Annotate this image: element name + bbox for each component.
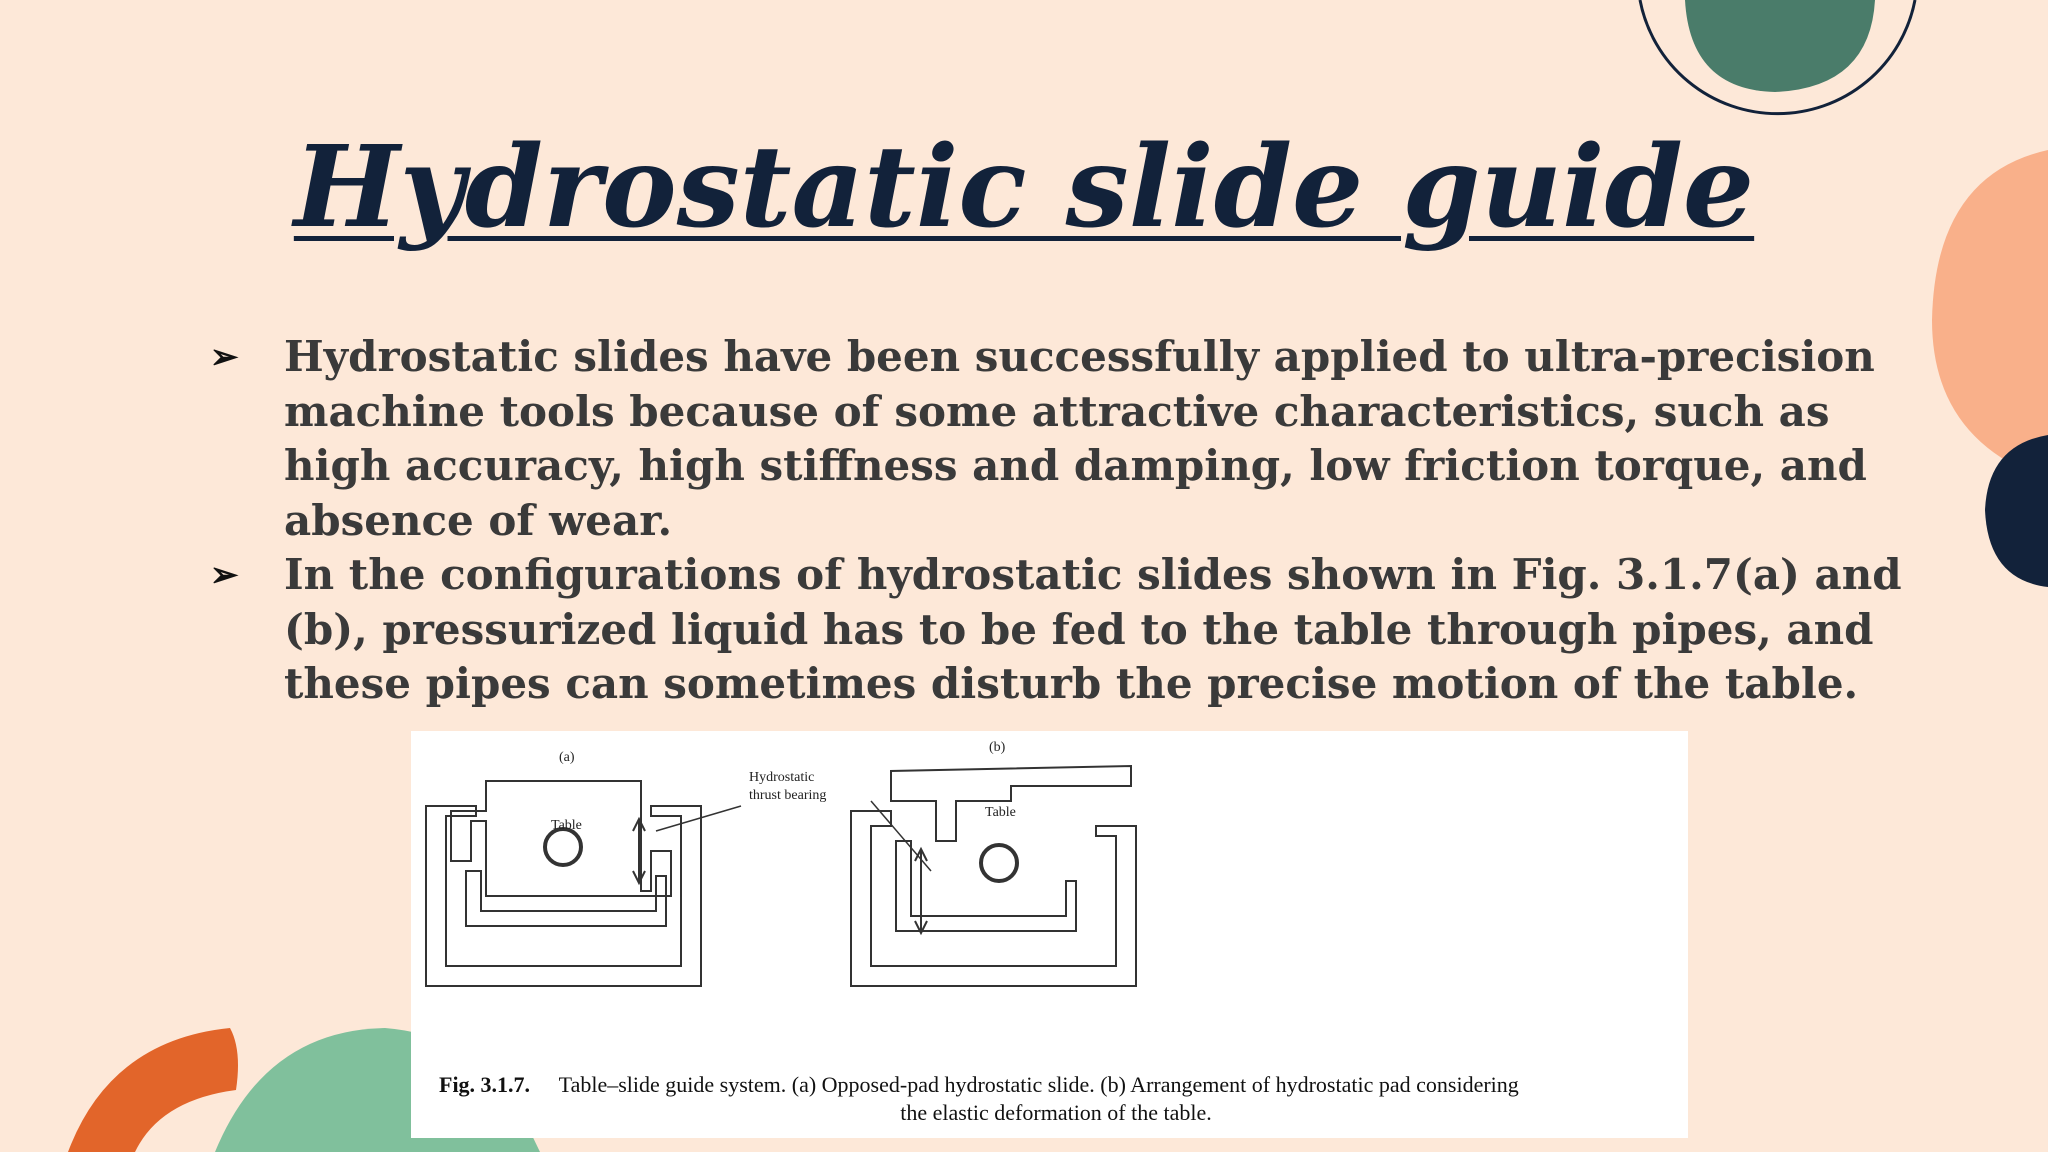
- arrow-bullet-icon: ➢: [210, 337, 239, 377]
- bullet-text: Hydrostatic slides have been successfully applied to ultra-precision machine tools because of some attractive characteristics, such as high accuracy, high stiffness and damping, low friction torque, and absence of wear.: [284, 332, 1875, 545]
- caption-text-continued: the elastic deformation of the table.: [900, 1100, 1212, 1125]
- table-label-b: Table: [985, 805, 1016, 820]
- slide-title: Hydrostatic slide guide: [293, 122, 1755, 253]
- caption-prefix: Fig. 3.1.7.: [439, 1072, 531, 1097]
- figure-label-a: (a): [559, 750, 575, 765]
- bullet-text: In the configurations of hydrostatic slides shown in Fig. 3.1.7(a) and (b), pressurized liquid has to be fed to the table through pipes, and these pipes can sometimes disturb the precise motion of the table.: [284, 550, 1902, 708]
- table-label-a: Table: [551, 818, 582, 833]
- diagram-b: [851, 766, 1136, 986]
- bullet-item: [210, 330, 1910, 548]
- navy-blob-right: [1985, 435, 2048, 587]
- figure-image: [411, 731, 1688, 1138]
- diagram-a: [426, 781, 741, 986]
- orange-arc-bottom-left: [68, 1028, 238, 1152]
- caption-text: Table–slide guide system. (a) Opposed-pad hydrostatic slide. (b) Arrangement of hydrostatic pad considering: [558, 1072, 1519, 1097]
- bullet-item: [210, 548, 1910, 712]
- figure-label-b: (b): [989, 740, 1006, 755]
- slide-guide-diagram: [411, 731, 1688, 1071]
- bullet-list: [210, 330, 1910, 712]
- callout-label: thrust bearing: [749, 788, 827, 803]
- callout-label: Hydrostatic: [749, 770, 815, 785]
- arrow-bullet-icon: ➢: [210, 555, 239, 595]
- green-blob-top-right: [1685, 0, 1875, 92]
